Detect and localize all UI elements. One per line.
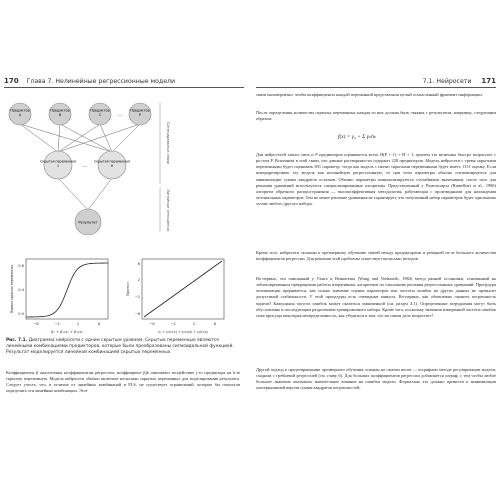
linear-ytick-3: 2 bbox=[137, 278, 140, 282]
linear-ytick-4: 6 bbox=[137, 262, 140, 266]
sigmoid-label: Сигмоидальные связи bbox=[166, 121, 170, 165]
right-paragraph-6: Другой подход к предотвращению чрезмерного обучения основан на сжатии весов — штрафном методе регуляризации модели, сходном с гребневой регрессией (см. главу 6). Для больших коэффициентов регрессии добавляется штраф, с тем чтобы любое большое значение оказывало значительное влияние на ошибки модели. Формально это должно привести к минимизации альтернативной версии суммы квадратов погрешностей: bbox=[256, 367, 496, 391]
left-page bbox=[0, 0, 248, 500]
figure-caption bbox=[6, 338, 240, 356]
linear-xtick-3: 2 bbox=[192, 322, 196, 326]
sigmoid-plot bbox=[4, 257, 114, 337]
right-header-rule bbox=[256, 87, 496, 88]
predictor-ellipsis: … bbox=[117, 112, 123, 118]
predictor-a-word-line2: A bbox=[18, 113, 22, 117]
hidden-h-word-line2: H bbox=[110, 164, 114, 168]
linear-xtick-1: −6 bbox=[149, 322, 155, 326]
section-title: 7.1. Нейросети bbox=[422, 78, 472, 85]
left-header-rule bbox=[4, 87, 244, 88]
linear-line bbox=[144, 261, 222, 317]
sigmoid-curve bbox=[26, 263, 108, 317]
hidden-nodes bbox=[40, 151, 130, 179]
sigmoid-ylabel: Первая скрытая переменная bbox=[10, 264, 14, 314]
hidden-output-formula: f(x) = γ₀ + Σ γₖhₖ bbox=[338, 134, 377, 140]
left-body-paragraph: Коэффициенты β аналогичны коэффициентам регрессии; коэффициент βjk описывает воздействие j-го предиктора на k-ю скрытую переменную. Модель нейросети обычно включает несколько скрытых переменных для моделирования результата. Следует учесть, что, в отличие от линейных комбинаций в PLS, не существует ограничений, которые бы помогали определять эти линейные комбинации. Этот bbox=[6, 370, 240, 394]
neural-network-diagram bbox=[0, 92, 248, 257]
linear-xtick-4: 6 bbox=[213, 322, 217, 326]
right-paragraph-3: Для нейросетей такого типа и P предикторов оценивается всего H(P + 1) + H + 1, причем эта величина быстро возрастает с ростом P. Вспомним в этой связи, что данные растворимости содержат 228 предикторов. Модель нейросети с тремя скрытыми переменными будет оценивать 691 параметр, тогда как модель с пятью скрытыми переменными будет иметь 1151 оценку. Если интерпретировать эту модель как нелинейную регрессионную, то при этом параметры обычно оптимизируются для минимизации суммы квадратов остатков. Обычно параметры инициализируются случайными значениями, после чего для решения уравнений используются специализированные алгоритмы. Представленный у Румельхарта (Rumelhart et al., 1986) алгоритм обратного распространения — высокоэффективная методология, работающая с производными для нахождения оптимальных параметров. Тем не менее решение уравнения не гарантирует, что полученный набор параметров будет однозначно лучше любого другого набора. bbox=[256, 152, 496, 207]
sigmoid-ytick-3: 0.8 bbox=[18, 264, 24, 268]
figure-caption-label: Рис. 7.1. bbox=[6, 338, 28, 343]
hidden-1-word-line2: 1 bbox=[56, 164, 60, 168]
predictor-nodes bbox=[9, 103, 151, 125]
right-page-number: 171 bbox=[481, 77, 496, 85]
predictor-a-word: Предиктор bbox=[10, 108, 30, 113]
linear-plot bbox=[120, 257, 238, 337]
predictor-p-word: Предиктор bbox=[130, 108, 150, 113]
left-page-number: 170 bbox=[4, 77, 19, 85]
sigmoid-xtick-4: 6 bbox=[97, 322, 101, 326]
predictor-c-word: Предиктор bbox=[90, 108, 110, 113]
linear-ytick-2: −2 bbox=[134, 295, 140, 299]
right-paragraph-2: После определения количества скрытых переменных каждая из них должна быть связана с результатом, например, следующим образом: bbox=[256, 110, 496, 122]
sigmoid-xtick-2: −2 bbox=[54, 322, 60, 326]
hidden-ellipsis: … bbox=[82, 163, 88, 169]
figure-caption-text: Диаграмма нейросети с одним скрытым уровнем. Скрытые переменные являются линейными комбинациями предикторов, которые были преобразованы сигмоидальной функцией. Результат моделируется линейной комбинацией скрытых переменных bbox=[6, 338, 234, 356]
linear-xlabel: γ₀ + γ₁h₁(x) + γ₂h₂(x) + γ₃h₃(x) bbox=[158, 330, 208, 334]
linear-ytick-1: −6 bbox=[134, 312, 140, 316]
predictor-c-word-line2: C bbox=[98, 113, 102, 117]
sigmoid-xlabel: β₁ + β₁₁x₁ + β₁₂x₂ bbox=[51, 330, 83, 334]
right-paragraph-1: связи маловероятно, чтобы коэффициенты каждой переменной представляли целый осмысленный фрагмент информации. bbox=[256, 92, 483, 97]
right-paragraph-5: Во-первых, эти описанный у Уанга и Венкатеша (Wang and Venkatesh, 1984) метод ранней остановки, основанный на заблаговременном прекращении работы итеративных алгоритмов по отысканию решения регрессионных уравнений. Процедура оптимизации прерывается, как только значение оценки параметров или частоты ошибок на других данных не превысит допустимой стабильности. У этой процедуры есть очевидные минусы. Во-первых, как объективно оценить погрешность модели? Кажущаяся частота ошибок может оказаться завышенной (см. раздел 4.1). Определенные затруднения могут быть обусловлены и последующим разделением тренировочного набора. Кроме того, поскольку значения измеренной частоты ошибок тоже присуща некоторая неопределенность, как убедиться в том, что на самом деле возрастает? bbox=[256, 276, 497, 318]
output-label: Результат bbox=[78, 220, 98, 225]
sigmoid-ytick-1: 0.0 bbox=[18, 312, 24, 316]
predictor-p-word-line2: P bbox=[138, 113, 142, 117]
linear-xtick-2: −2 bbox=[170, 322, 176, 326]
sigmoid-xtick-1: −6 bbox=[33, 322, 39, 326]
right-page-header bbox=[423, 77, 496, 85]
linear-ylabel: Прогноз bbox=[126, 282, 130, 296]
sigmoid-ytick-2: 0.4 bbox=[18, 288, 24, 292]
right-paragraph-4: Кроме того, нейросети склонны к чрезмерному обучению связей между предикторами и реакцией из-за большого количества коэффициентов регрессии. Для решения этой проблемы существует несколько методов. bbox=[256, 250, 496, 262]
left-page-header bbox=[4, 77, 175, 85]
sigmoid-xtick-3: 2 bbox=[76, 322, 80, 326]
linear-label: Линейные отношения bbox=[166, 189, 170, 231]
predictor-b-word: Предиктор bbox=[50, 108, 70, 113]
predictor-b-word-line2: B bbox=[58, 113, 62, 117]
chapter-title: Глава 7. Нелинейные регрессионные модели bbox=[26, 78, 175, 85]
hidden-1-word: Скрытая переменная bbox=[40, 159, 76, 164]
right-page bbox=[252, 0, 500, 500]
hidden-h-word: Скрытая переменная bbox=[94, 159, 130, 164]
